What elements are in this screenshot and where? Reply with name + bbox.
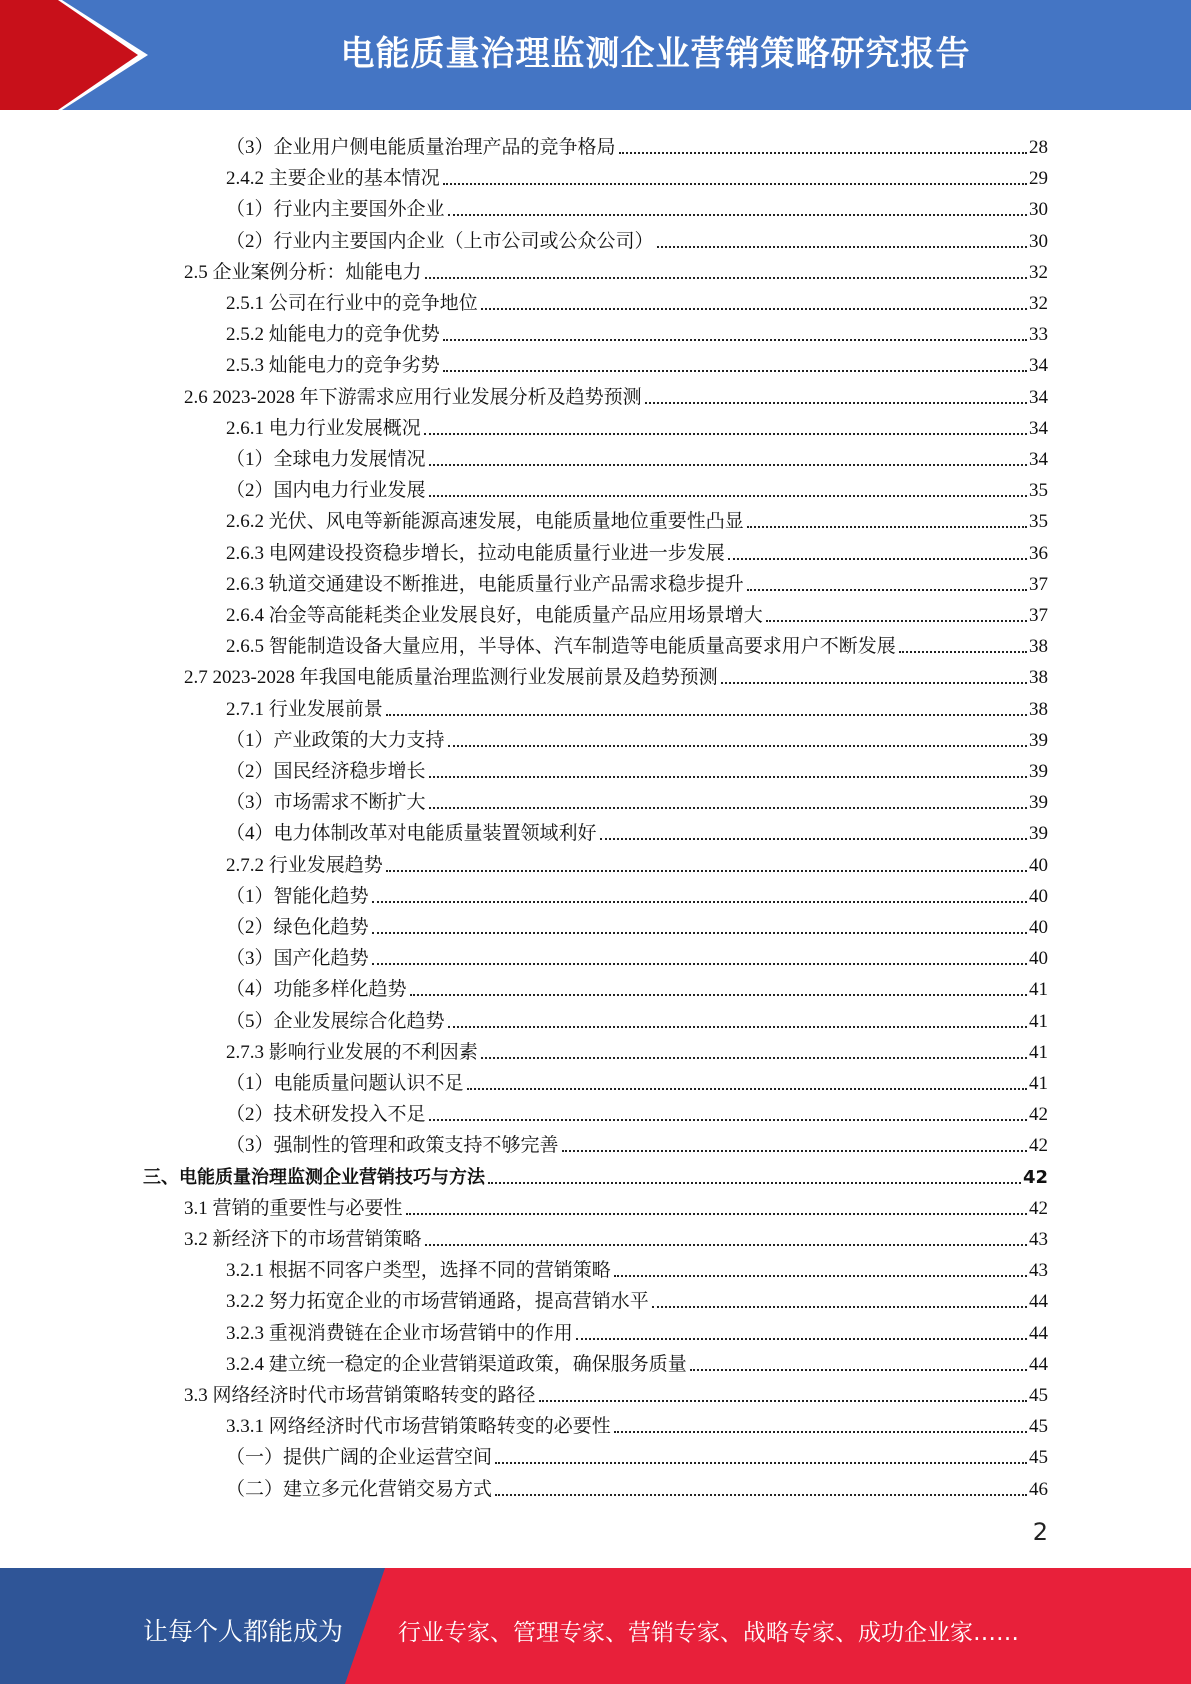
toc-entry-page: 45 [1029,1447,1048,1469]
toc-entry[interactable] [226,128,1048,159]
toc-dot-leader [576,1337,1027,1340]
toc-dot-leader [488,1181,1021,1184]
toc-entry-page: 32 [1029,261,1048,283]
toc-entry-page: 42 [1029,1135,1048,1157]
toc-entry-label: 3.2.4 建立统一稳定的企业营销渠道政策，确保服务质量 [226,1353,687,1375]
toc-entry[interactable] [226,534,1048,565]
toc-entry[interactable] [226,690,1048,721]
toc-entry[interactable] [226,627,1048,658]
toc-dot-leader [747,525,1027,528]
toc-entry-label: 3.3 网络经济时代市场营销策略转变的路径 [184,1385,536,1406]
toc-entry[interactable] [226,315,1048,346]
toc-dot-leader [443,182,1027,185]
toc-entry[interactable] [226,1002,1048,1033]
toc-entry[interactable] [226,908,1048,939]
toc-entry[interactable] [226,159,1048,190]
toc-entry[interactable] [226,471,1048,502]
toc-dot-leader [429,463,1027,466]
toc-entry-label: （3）市场需求不断扩大 [226,792,426,814]
toc-entry[interactable] [226,1282,1048,1313]
toc-entry[interactable] [226,783,1048,814]
toc-entry-page: 42 [1029,1104,1048,1126]
toc-entry[interactable] [226,1064,1048,1095]
toc-entry[interactable] [226,502,1048,533]
toc-entry[interactable] [226,565,1048,596]
toc-entry-page: 46 [1029,1478,1048,1500]
toc-dot-leader [429,1118,1027,1121]
toc-entry-page: 44 [1029,1291,1048,1313]
toc-entry-label: 3.2 新经济下的市场营销策略 [184,1229,422,1250]
toc-entry[interactable] [226,721,1048,752]
page-number: 2 [1032,1518,1048,1546]
toc-dot-leader [539,1399,1027,1402]
toc-dot-leader [899,650,1027,653]
toc-entry[interactable] [226,190,1048,221]
toc-dot-leader [372,900,1027,903]
toc-entry-page: 37 [1029,573,1048,595]
toc-entry-page: 39 [1029,792,1048,814]
toc-entry-page: 38 [1029,667,1048,689]
toc-entry-label: 三、电能质量治理监测企业营销技巧与方法 [143,1166,485,1188]
footer-slogan-left: 让每个人都能成为 [143,1617,344,1646]
toc-entry-label: （3）强制性的管理和政策支持不够完善 [226,1135,559,1157]
toc-entry-label: 3.3.1 网络经济时代市场营销策略转变的必要性 [226,1416,611,1438]
toc-entry[interactable] [226,1033,1048,1064]
toc-entry[interactable] [226,596,1048,627]
toc-entry-page: 39 [1029,823,1048,845]
toc-entry-label: （2）国民经济稳步增长 [226,761,426,782]
toc-dot-leader [406,1212,1027,1215]
toc-entry-label: 2.7.2 行业发展趋势 [226,854,383,876]
footer-banner [0,1568,1191,1684]
toc-dot-leader [424,432,1027,435]
toc-entry-page: 42 [1022,1166,1048,1188]
toc-dot-leader [562,1149,1027,1152]
toc-entry-page: 40 [1029,885,1048,907]
toc-entry[interactable] [226,440,1048,471]
toc-entry-page: 45 [1029,1385,1048,1406]
toc-entry-label: 2.7.1 行业发展前景 [226,698,383,720]
toc-entry-label: （1）全球电力发展情况 [226,449,426,470]
toc-dot-leader [425,276,1027,279]
toc-entry-label: （4）电力体制改革对电能质量装置领域利好 [226,823,597,845]
toc-entry[interactable] [184,1189,1048,1220]
toc-entry-label: （3）企业用户侧电能质量治理产品的竞争格局 [226,137,616,158]
toc-entry-label: （一）提供广阔的企业运营空间 [226,1447,493,1469]
toc-dot-leader [448,1025,1027,1028]
toc-entry-label: 2.5.1 公司在行业中的竞争地位 [226,293,478,314]
toc-entry-page: 35 [1029,480,1048,502]
toc-dot-leader [481,1056,1027,1059]
toc-entry-page: 44 [1029,1322,1048,1344]
toc-entry-label: 2.6.5 智能制造设备大量应用，半导体、汽车制造等电能质量高要求用户不断发展 [226,636,896,658]
toc-entry[interactable] [184,658,1048,689]
toc-dot-leader [386,869,1027,872]
toc-entry[interactable] [184,1376,1048,1407]
toc-entry[interactable] [226,1251,1048,1282]
toc-entry[interactable] [226,1314,1048,1345]
toc-dot-leader [386,713,1027,716]
toc-entry-label: 3.1 营销的重要性与必要性 [184,1197,403,1219]
toc-dot-leader [448,213,1027,216]
toc-entry[interactable] [143,1158,1048,1189]
toc-entry[interactable] [226,752,1048,783]
toc-entry-page: 34 [1029,355,1048,377]
toc-entry-label: 2.7 2023-2028 年我国电能质量治理监测行业发展前景及趋势预测 [184,667,718,689]
toc-entry-page: 30 [1029,199,1048,221]
toc-entry-page: 38 [1029,698,1048,720]
toc-entry[interactable] [226,1407,1048,1438]
toc-entry[interactable] [226,846,1048,877]
toc-dot-leader [600,837,1027,840]
toc-dot-leader [429,775,1027,778]
toc-dot-leader [652,1305,1027,1308]
toc-dot-leader [495,1493,1027,1496]
header-banner [0,0,1191,110]
toc-entry-page: 38 [1029,636,1048,658]
toc-entry[interactable] [226,409,1048,440]
toc-entry-label: （1）智能化趋势 [226,885,369,907]
toc-dot-leader [410,993,1027,996]
toc-entry-label: 2.4.2 主要企业的基本情况 [226,168,440,190]
toc-dot-leader [467,1087,1027,1090]
toc-dot-leader [495,1461,1027,1464]
toc-entry-page: 44 [1029,1353,1048,1375]
toc-entry-label: 2.6.4 冶金等高能耗类企业发展良好，电能质量产品应用场景增大 [226,605,763,626]
toc-entry-label: 2.5.3 灿能电力的竞争劣势 [226,355,440,377]
toc-entry[interactable] [226,1345,1048,1376]
toc-entry[interactable] [226,877,1048,908]
toc-entry-page: 45 [1029,1416,1048,1438]
toc-dot-leader [372,962,1027,965]
toc-entry-page: 40 [1029,854,1048,876]
report-title: 电能质量治理监测企业营销策略研究报告 [340,34,971,74]
toc-entry-label: （2）绿色化趋势 [226,917,369,938]
toc-entry-label: （2）技术研发投入不足 [226,1104,426,1126]
toc-entry-page: 43 [1029,1260,1048,1282]
toc-entry-label: 2.6.1 电力行业发展概况 [226,417,421,439]
toc-entry-page: 32 [1029,293,1048,314]
toc-entry-label: （二）建立多元化营销交易方式 [226,1478,493,1500]
toc-dot-leader [690,1368,1027,1371]
toc-entry-page: 43 [1029,1229,1048,1250]
toc-dot-leader [443,338,1027,341]
toc-dot-leader [481,307,1027,310]
toc-entry-page: 35 [1029,511,1048,533]
toc-entry-label: 2.6.2 光伏、风电等新能源高速发展，电能质量地位重要性凸显 [226,511,744,533]
toc-dot-leader [766,619,1027,622]
toc-entry-label: （3）国产化趋势 [226,948,369,970]
toc-entry[interactable] [184,1220,1048,1251]
toc-entry[interactable] [226,1470,1048,1501]
toc-entry-label: 2.5 企业案例分析：灿能电力 [184,261,422,283]
toc-dot-leader [429,494,1027,497]
toc-entry-page: 37 [1029,605,1048,626]
toc-dot-leader [619,151,1027,154]
toc-entry-page: 42 [1029,1197,1048,1219]
toc-dot-leader [372,931,1027,934]
toc-dot-leader [645,401,1027,404]
toc-entry[interactable] [226,939,1048,970]
toc-entry-page: 28 [1029,137,1048,158]
toc-entry-page: 30 [1029,230,1048,252]
toc-entry[interactable] [226,1126,1048,1157]
toc-entry-page: 34 [1029,449,1048,470]
toc-entry[interactable] [184,253,1048,284]
toc-entry-label: 3.2.1 根据不同客户类型，选择不同的营销策略 [226,1260,611,1282]
toc-entry-label: （1）电能质量问题认识不足 [226,1073,464,1094]
toc-entry-label: 2.7.3 影响行业发展的不利因素 [226,1041,478,1063]
toc-entry[interactable] [184,378,1048,409]
toc-entry-page: 40 [1029,948,1048,970]
toc-dot-leader [657,245,1027,248]
toc-entry-label: 3.2.2 努力拓宽企业的市场营销通路，提高营销水平 [226,1291,649,1313]
toc-entry-label: 3.2.3 重视消费链在企业市场营销中的作用 [226,1322,573,1344]
toc-dot-leader [721,681,1027,684]
toc-entry[interactable] [226,284,1048,315]
toc-entry-page: 40 [1029,917,1048,938]
header-arrow-graphic [0,0,160,110]
toc-entry[interactable] [226,346,1048,377]
toc-entry-label: 2.6.3 电网建设投资稳步增长，拉动电能质量行业进一步发展 [226,542,725,564]
toc-dot-leader [614,1274,1027,1277]
toc-dot-leader [728,557,1027,560]
toc-dot-leader [747,588,1027,591]
toc-entry-label: （2）国内电力行业发展 [226,480,426,502]
toc-entry-page: 34 [1029,386,1048,408]
toc-entry[interactable] [226,814,1048,845]
toc-dot-leader [448,744,1027,747]
toc-entry[interactable] [226,1095,1048,1126]
toc-entry-label: （2）行业内主要国内企业（上市公司或公众公司） [226,230,654,252]
toc-entry-page: 39 [1029,761,1048,782]
toc-entry-label: 2.6.3 轨道交通建设不断推进，电能质量行业产品需求稳步提升 [226,573,744,595]
toc-dot-leader [614,1430,1027,1433]
toc-entry-page: 41 [1029,1010,1048,1032]
toc-entry-page: 29 [1029,168,1048,190]
toc-entry-label: （4）功能多样化趋势 [226,979,407,1001]
toc-entry[interactable] [226,1438,1048,1469]
toc-dot-leader [429,806,1027,809]
toc-entry-page: 39 [1029,729,1048,751]
toc-entry[interactable] [226,970,1048,1001]
toc-entry-label: （1）产业政策的大力支持 [226,729,445,751]
toc-entry-page: 34 [1029,417,1048,439]
toc-entry-label: 2.6 2023-2028 年下游需求应用行业发展分析及趋势预测 [184,386,642,408]
toc-entry[interactable] [226,222,1048,253]
toc-entry-page: 41 [1029,979,1048,1001]
toc-dot-leader [425,1243,1027,1246]
toc-entry-page: 33 [1029,324,1048,346]
toc-entry-page: 41 [1029,1073,1048,1094]
toc-entry-label: （1）行业内主要国外企业 [226,199,445,221]
toc-entry-page: 41 [1029,1041,1048,1063]
toc-entry-label: 2.5.2 灿能电力的竞争优势 [226,324,440,346]
toc-entry-page: 36 [1029,542,1048,564]
footer-slogan-right: 行业专家、管理专家、营销专家、战略专家、成功企业家…… [398,1620,1019,1646]
toc-dot-leader [443,369,1027,372]
toc-entry-label: （5）企业发展综合化趋势 [226,1010,445,1032]
